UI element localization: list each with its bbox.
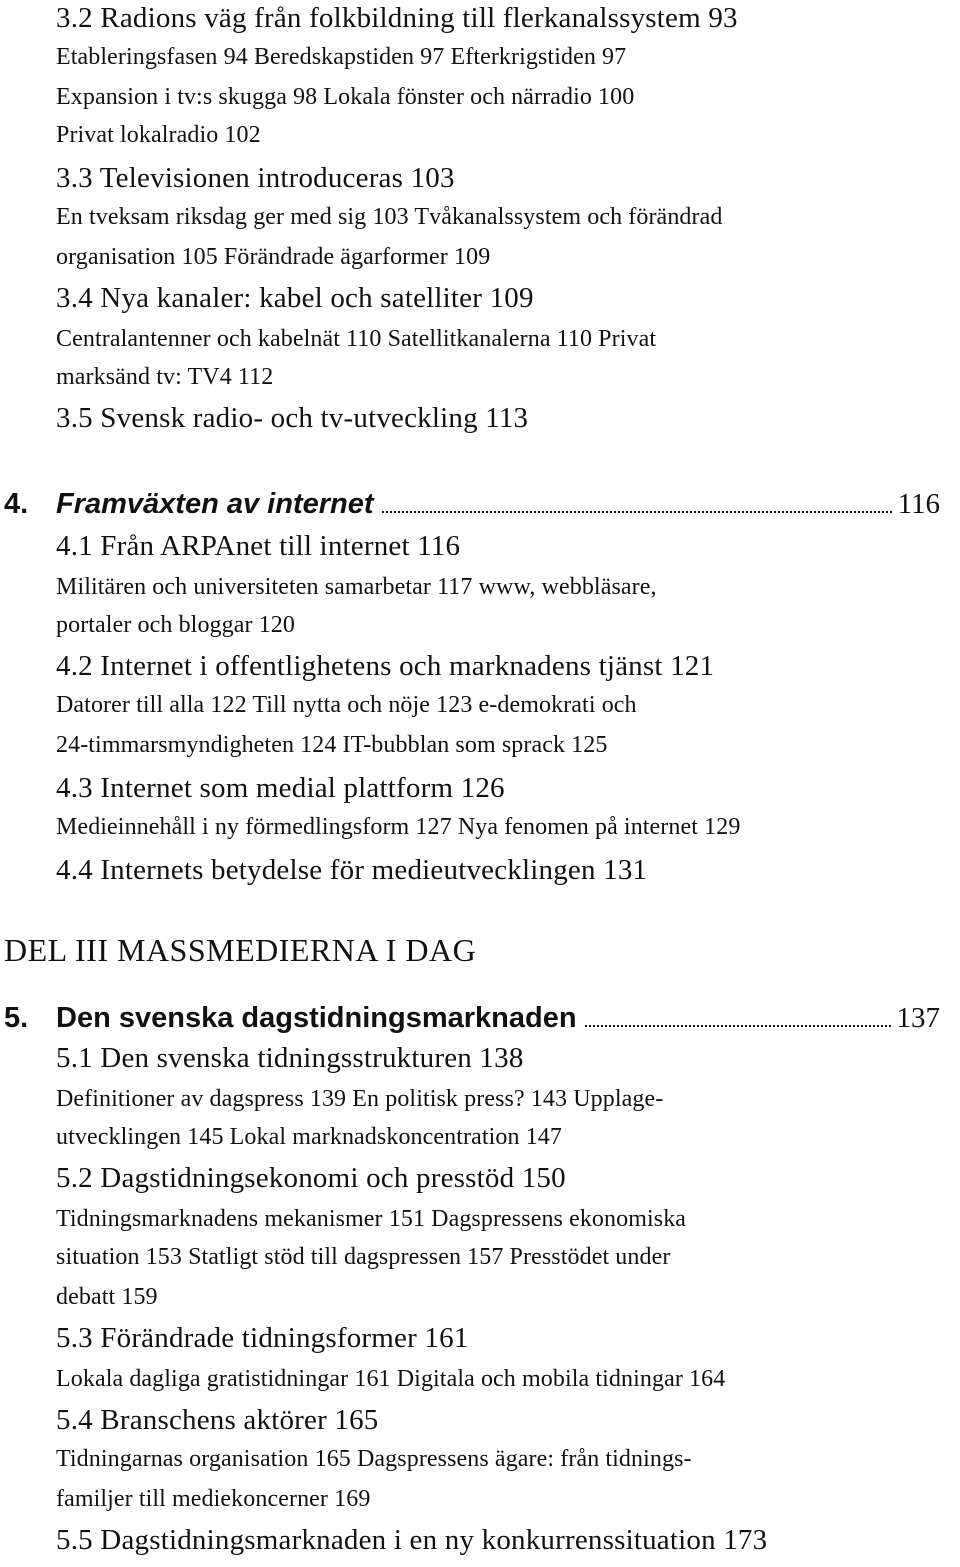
toc-subentries: Medieinnehåll i ny förmedlingsform 127 Nya fenomen på internet 129	[56, 814, 741, 840]
toc-section-3-4: 3.4 Nya kanaler: kabel och satelliter 109	[56, 282, 534, 314]
toc-section-4-1: 4.1 Från ARPAnet till internet 116	[56, 530, 461, 562]
toc-subentries: debatt 159	[56, 1284, 158, 1310]
toc-subentries: Etableringsfasen 94 Beredskapstiden 97 Efterkrigstiden 97	[56, 44, 627, 70]
toc-section-4-3: 4.3 Internet som medial plattform 126	[56, 772, 505, 804]
toc-subentries: Centralantenner och kabelnät 110 Satellitkanalerna 110 Privat	[56, 326, 657, 352]
toc-chapter-4	[4, 488, 940, 521]
toc-subentries: organisation 105 Förändrade ägarformer 109	[56, 244, 491, 270]
toc-section-5-4: 5.4 Branschens aktörer 165	[56, 1404, 379, 1436]
toc-subentries: Lokala dagliga gratistidningar 161 Digitala och mobila tidningar 164	[56, 1366, 726, 1392]
toc-section-5-2: 5.2 Dagstidningsekonomi och presstöd 150	[56, 1162, 566, 1194]
toc-subentries: utvecklingen 145 Lokal marknadskoncentration 147	[56, 1124, 562, 1150]
chapter-title: Framväxten av internet	[56, 488, 374, 520]
toc-section-3-3: 3.3 Televisionen introduceras 103	[56, 162, 455, 194]
toc-subentries: En tveksam riksdag ger med sig 103 Tvåkanalssystem och förändrad	[56, 204, 723, 230]
dot-leader	[585, 1025, 891, 1027]
chapter-number: 4.	[4, 488, 29, 520]
toc-section-5-5: 5.5 Dagstidningsmarknaden i en ny konkurrenssituation 173	[56, 1524, 768, 1556]
toc-subentries: marksänd tv: TV4 112	[56, 364, 274, 390]
toc-section-3-5: 3.5 Svensk radio- och tv-utveckling 113	[56, 402, 529, 434]
dot-leader	[382, 511, 892, 513]
toc-subentries: situation 153 Statligt stöd till dagspressen 157 Presstödet under	[56, 1244, 671, 1270]
toc-subentries: Privat lokalradio 102	[56, 122, 261, 148]
toc-chapter-5	[4, 1002, 940, 1035]
toc-section-5-3: 5.3 Förändrade tidningsformer 161	[56, 1322, 469, 1354]
chapter-page-number: 137	[896, 1002, 940, 1034]
toc-subentries: familjer till mediekoncerner 169	[56, 1486, 371, 1512]
toc-subentries: portaler och bloggar 120	[56, 612, 295, 638]
toc-subentries: Tidningarnas organisation 165 Dagspressens ägare: från tidnings-	[56, 1446, 692, 1472]
toc-section-3-2: 3.2 Radions väg från folkbildning till flerkanalssystem 93	[56, 2, 738, 34]
chapter-page-number: 116	[897, 488, 940, 520]
chapter-title: Den svenska dagstidningsmarknaden	[56, 1002, 577, 1034]
toc-section-5-1: 5.1 Den svenska tidningsstrukturen 138	[56, 1042, 524, 1074]
toc-subentries: Definitioner av dagspress 139 En politisk press? 143 Upplage-	[56, 1086, 664, 1112]
toc-subentries: Tidningsmarknadens mekanismer 151 Dagspressens ekonomiska	[56, 1206, 687, 1232]
toc-subentries: Militären och universiteten samarbetar 117 www, webbläsare,	[56, 574, 657, 600]
toc-section-4-2: 4.2 Internet i offentlighetens och marknadens tjänst 121	[56, 650, 715, 682]
toc-section-4-4: 4.4 Internets betydelse för medieutvecklingen 131	[56, 854, 648, 886]
part-heading: DEL III MASSMEDIERNA I DAG	[4, 932, 477, 968]
toc-subentries: Datorer till alla 122 Till nytta och nöje 123 e-demokrati och	[56, 692, 637, 718]
chapter-number: 5.	[4, 1002, 29, 1034]
toc-subentries: Expansion i tv:s skugga 98 Lokala fönster och närradio 100	[56, 84, 635, 110]
toc-subentries: 24-timmarsmyndigheten 124 IT-bubblan som sprack 125	[56, 732, 608, 758]
